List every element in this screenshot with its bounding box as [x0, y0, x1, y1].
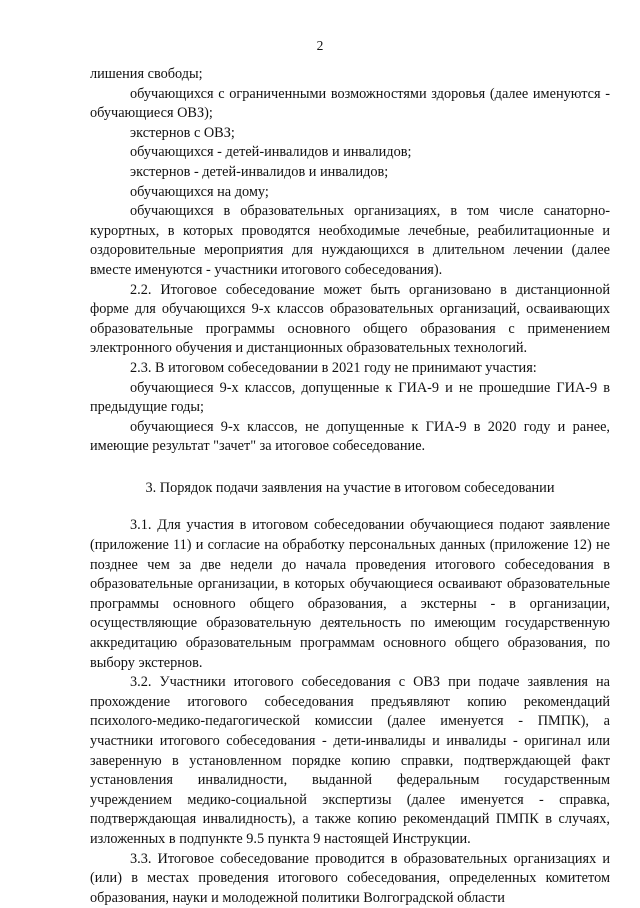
- clause-3-1: 3.1. Для участия в итоговом собеседовании обучающиеся подают заявление (приложение 11) и согласие на обработку персональных данных (приложение 12) не позднее чем за две недели до начала проведения итогового собеседования в образовательные организации, в которых обучающиеся осваивают образовательные программы основного общего образования, а экстерны - в организации, осуществляющие образовательную деятельность по имеющим государственную аккредитацию образовательным программам основного общего образования, по выбору экстернов.: [90, 517, 610, 671]
- page-number: 2: [316, 38, 324, 53]
- document-body: [90, 65, 610, 908]
- list-item-disabled-externs: экстернов - детей-инвалидов и инвалидов;: [130, 163, 389, 180]
- clause-2-3: 2.3. В итоговом собеседовании в 2021 году не принимают участия:: [130, 359, 537, 376]
- list-item-externs-ovz: экстернов с ОВЗ;: [130, 124, 235, 141]
- clause-3-2: 3.2. Участники итогового собеседования с ОВЗ при подаче заявления на прохождение итогового собеседования предъявляют копию рекомендаций психолого-медико-педагогической комиссии (далее именуется - ПМПК), а участники итогового собеседования - дети-инвалиды и инвалиды - оригинал или заверенную в установленном порядке копию справки, подтверждающей факт установления инвалидности, выданной федеральным государственным учреждением медико-социальной экспертизы (далее именуется - справка, подтверждающая инвалидность), а также копию рекомендаций ПМПК в случаях, изложенных в подпункте 9.5 пункта 9 настоящей Инструкции.: [90, 674, 610, 847]
- section-heading: 3. Порядок подачи заявления на участие в итоговом собеседовании: [145, 479, 555, 496]
- clause-2-3-item-1: обучающиеся 9-х классов, допущенные к ГИА-9 и не прошедшие ГИА-9 в предыдущие годы;: [90, 379, 610, 416]
- clause-2-2: 2.2. Итоговое собеседование может быть организовано в дистанционной форме для обучающихся 9-х классов образовательных организаций, осваивающих образовательные программы основного общего образования с применением электронного обучения и дистанционных образовательных технологий.: [90, 281, 610, 357]
- list-item-home-students: обучающихся на дому;: [130, 183, 269, 200]
- list-item-ovz: обучающихся с ограниченными возможностями здоровья (далее именуются - обучающиеся ОВЗ);: [90, 85, 610, 122]
- list-item-disabled-students: обучающихся - детей-инвалидов и инвалидов;: [130, 144, 412, 161]
- clause-3-3: 3.3. Итоговое собеседование проводится в образовательных организациях и (или) в местах проведения итогового собеседования, определенных комитетом образования, науки и молодежной политики Волгоградской области: [90, 850, 610, 906]
- paragraph-continuation: лишения свободы;: [90, 66, 203, 82]
- list-item-sanatorium-students: обучающихся в образовательных организациях, в том числе санаторно-курортных, в которых проводятся необходимые лечебные, реабилитационные и оздоровительные мероприятия для нуждающихся в длительном лечении (далее вместе именуются - участники итогового собеседования).: [90, 203, 610, 278]
- clause-2-3-item-2: обучающиеся 9-х классов, не допущенные к ГИА-9 в 2020 году и ранее, имеющие результат "зачет" за итоговое собеседование.: [90, 418, 610, 455]
